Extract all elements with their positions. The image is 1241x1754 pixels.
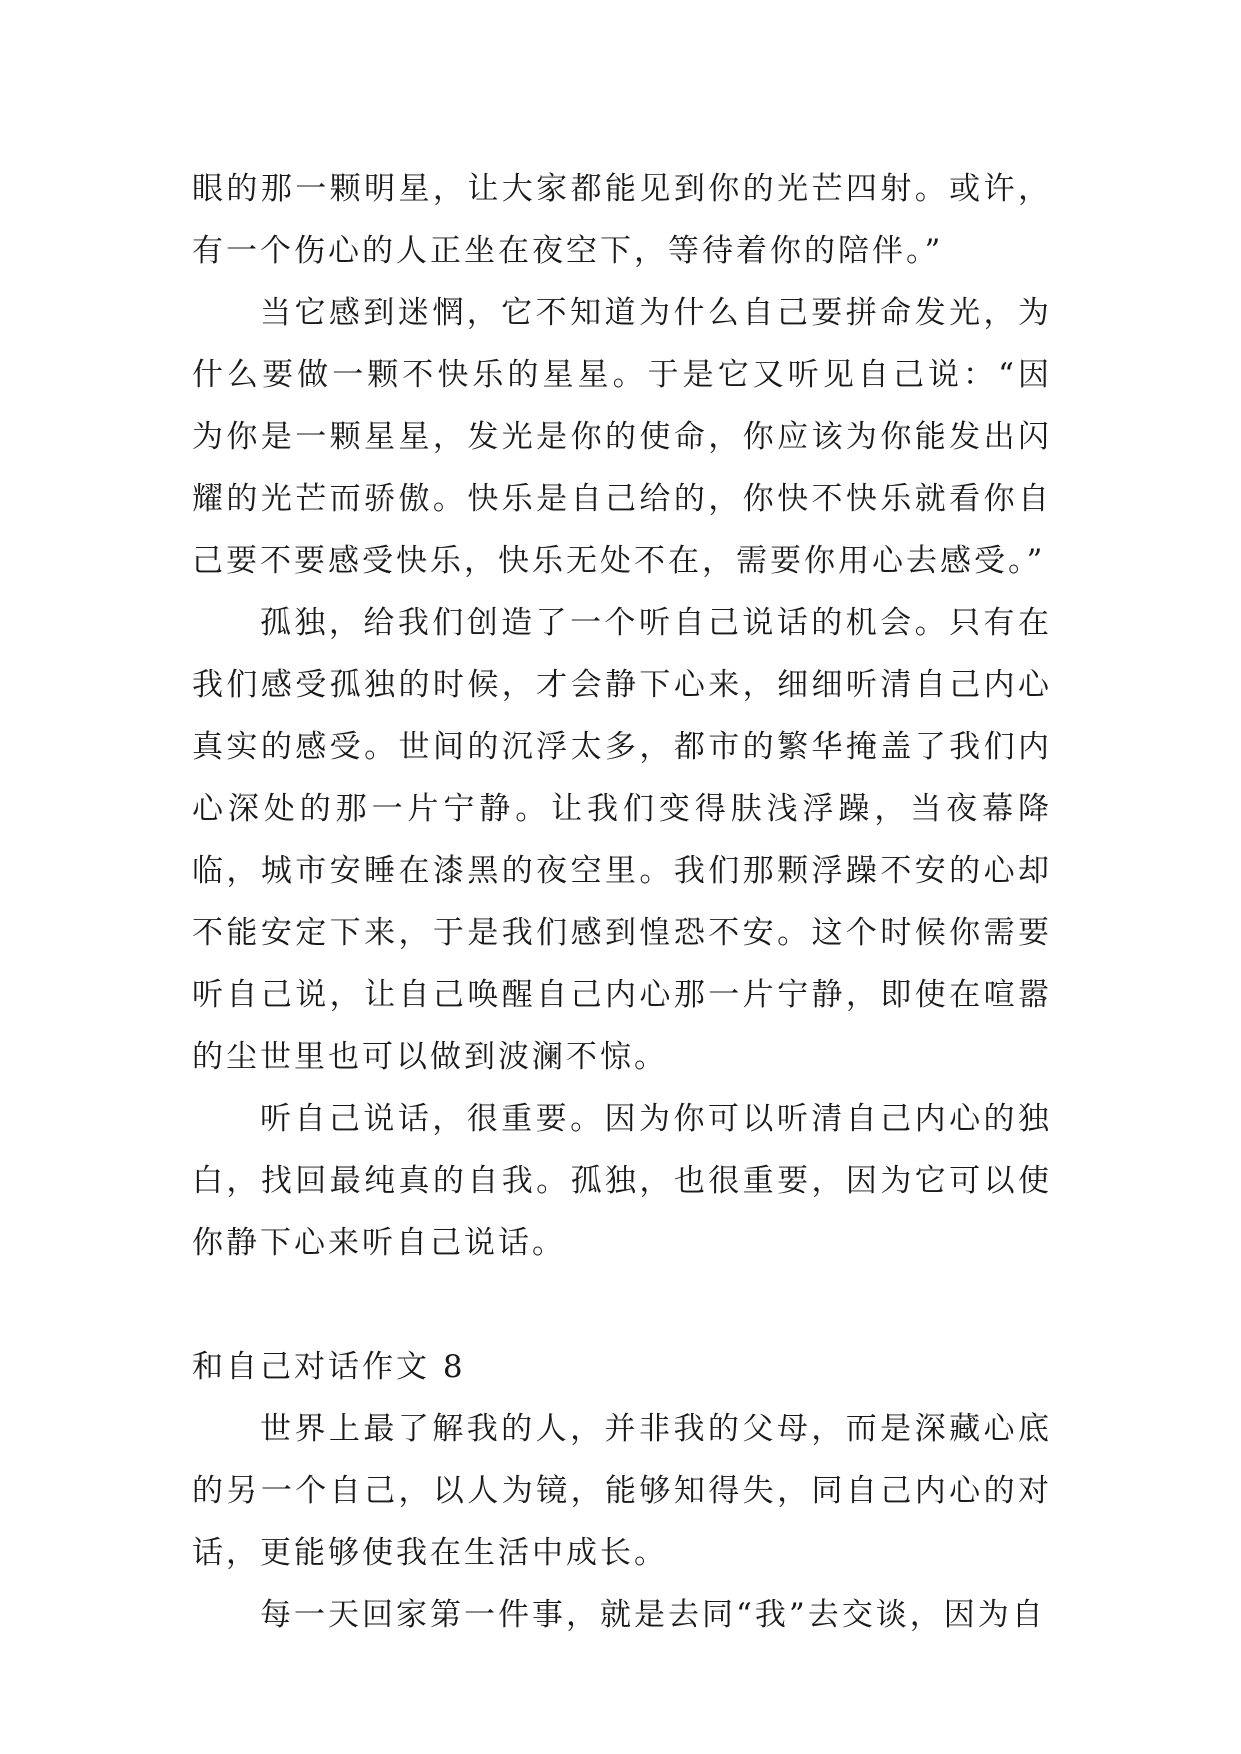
section-spacer bbox=[192, 1274, 1052, 1336]
document-page bbox=[192, 158, 1052, 1646]
paragraph-1: 眼的那一颗明星，让大家都能见到你的光芒四射。或许，有一个伤心的人正坐在夜空下，等待着你的陪伴。” bbox=[192, 171, 1052, 269]
section-heading: 和自己对话作文 8 bbox=[192, 1349, 466, 1385]
paragraph-6: 每一天回家第一件事，就是去同“我”去交谈，因为自 bbox=[260, 1597, 1046, 1633]
paragraph-4: 听自己说话，很重要。因为你可以听清自己内心的独白，找回最纯真的自我。孤独，也很重要，因为它可以使你静下心来听自己说话。 bbox=[192, 1101, 1052, 1261]
paragraph-3: 孤独，给我们创造了一个听自己说话的机会。只有在我们感受孤独的时候，才会静下心来，细细听清自己内心真实的感受。世间的沉浮太多，都市的繁华掩盖了我们内心深处的那一片宁静。让我们变得肤浅浮躁，当夜幕降临，城市安睡在漆黑的夜空里。我们那颗浮躁不安的心却不能安定下来，于是我们感到惶恐不安。这个时候你需要听自己说，让自己唤醒自己内心那一片宁静，即使在喧嚣的尘世里也可以做到波澜不惊。 bbox=[192, 605, 1052, 1075]
paragraph-5: 世界上最了解我的人，并非我的父母，而是深藏心底的另一个自己，以人为镜，能够知得失，同自己内心的对话，更能够使我在生活中成长。 bbox=[192, 1411, 1052, 1571]
paragraph-2: 当它感到迷惘，它不知道为什么自己要拼命发光，为什么要做一颗不快乐的星星。于是它又听见自己说：“因为你是一颗星星，发光是你的使命，你应该为你能发出闪耀的光芒而骄傲。快乐是自己给的，你快不快乐就看你自己要不要感受快乐，快乐无处不在，需要你用心去感受。” bbox=[192, 295, 1052, 579]
